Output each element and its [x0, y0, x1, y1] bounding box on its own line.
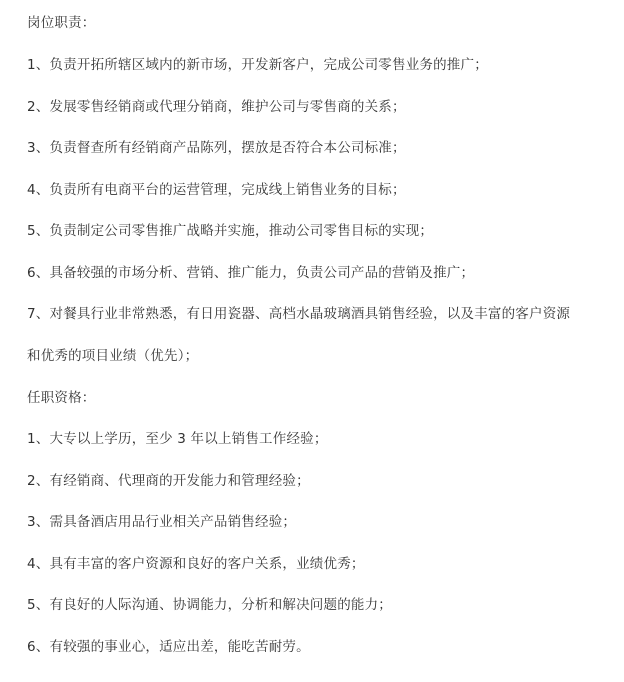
qualification-item-1: 1、大专以上学历，至少 3 年以上销售工作经验； [27, 431, 328, 447]
responsibility-item-1: 1、负责开拓所辖区域内的新市场，开发新客户，完成公司零售业务的推广； [27, 57, 488, 73]
responsibility-item-7: 7、对餐具行业非常熟悉，有日用瓷器、高档水晶玻璃酒具销售经验，以及丰富的客户资源 [27, 306, 571, 322]
qualification-item-3: 3、需具备酒店用品行业相关产品销售经验； [27, 514, 297, 530]
responsibility-item-2: 2、发展零售经销商或代理分销商，维护公司与零售商的关系； [27, 99, 406, 115]
responsibilities-heading: 岗位职责： [27, 15, 96, 31]
qualification-item-5: 5、有良好的人际沟通、协调能力，分析和解决问题的能力； [27, 597, 392, 613]
qualification-item-6: 6、有较强的事业心，适应出差，能吃苦耐劳。 [27, 639, 310, 655]
responsibility-item-3: 3、负责督查所有经销商产品陈列，摆放是否符合本公司标准； [27, 140, 406, 156]
responsibility-item-5: 5、负责制定公司零售推广战略并实施，推动公司零售目标的实现； [27, 223, 434, 239]
responsibility-item-7-continuation: 和优秀的项目业绩（优先）； [27, 348, 199, 364]
qualification-item-4: 4、具有丰富的客户资源和良好的客户关系，业绩优秀； [27, 556, 365, 572]
responsibility-item-6: 6、具备较强的市场分析、营销、推广能力，负责公司产品的营销及推广； [27, 265, 475, 281]
qualifications-heading: 任职资格： [27, 390, 96, 406]
responsibility-item-4: 4、负责所有电商平台的运营管理，完成线上销售业务的目标； [27, 182, 406, 198]
qualification-item-2: 2、有经销商、代理商的开发能力和管理经验； [27, 473, 310, 489]
